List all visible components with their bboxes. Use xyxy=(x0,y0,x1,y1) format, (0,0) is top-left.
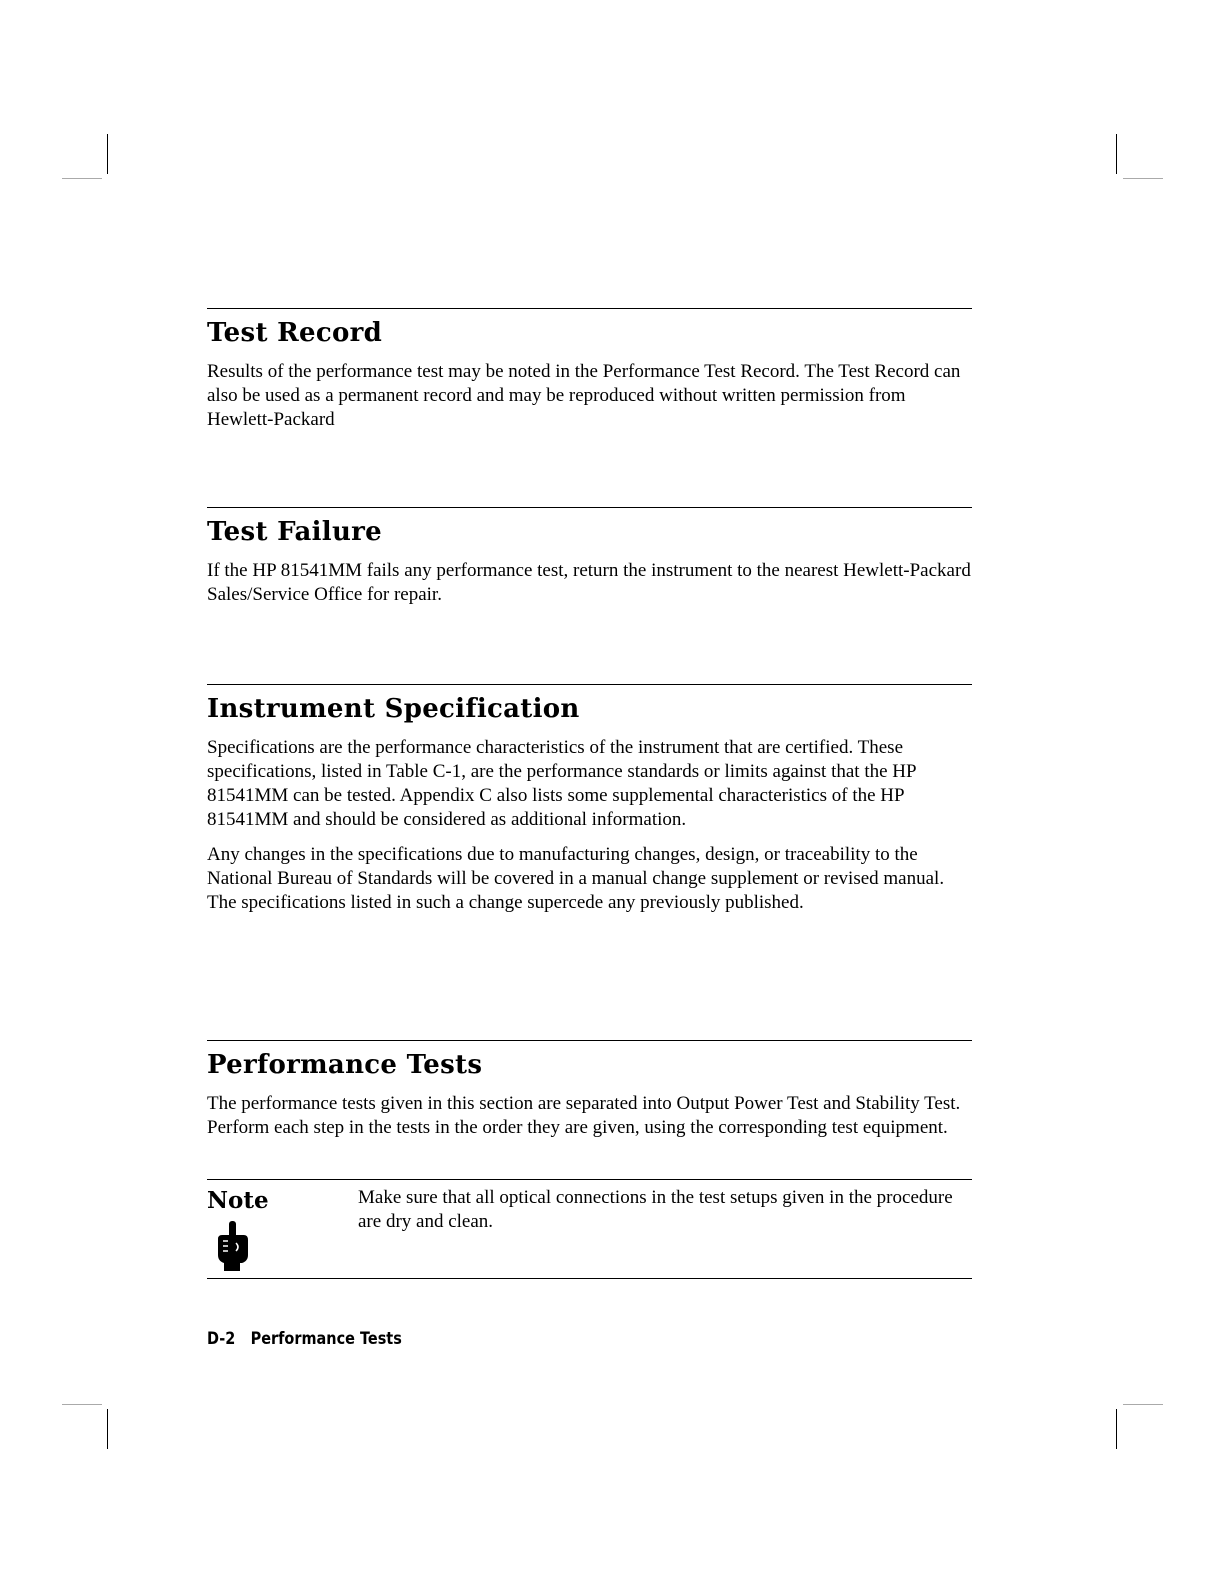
section-paragraph: If the HP 81541MM fails any performance test, return the instrument to the nearest Hewlett-Packard Sales/Service Office for repair. xyxy=(207,560,971,605)
section-instrument-specification xyxy=(207,684,972,915)
crop-mark-top-right xyxy=(1116,134,1117,174)
note-label: Note xyxy=(207,1187,269,1214)
crop-mark-bottom-left xyxy=(107,1409,108,1449)
crop-mark-top-right-h xyxy=(1123,178,1163,179)
note-bottom-rule xyxy=(207,1278,972,1279)
section-paragraph: The performance tests given in this section are separated into Output Power Test and Stability Test. Perform each step in the tests in the order they are given, using the corresponding test equipment. xyxy=(207,1093,961,1138)
section-paragraph: Specifications are the performance characteristics of the instrument that are certified. These specifications, listed in Table C-1, are the performance standards or limits against that the HP 81541MM can be tested. Appendix C also lists some supplemental characteristics of the HP 81541MM and should be considered as additional information. xyxy=(207,737,916,830)
section-rule xyxy=(207,507,972,508)
section-paragraph: Results of the performance test may be noted in the Performance Test Record. The Test Record can also be used as a permanent record and may be reproduced without written permission from Hewlett-Packard xyxy=(207,361,961,430)
crop-mark-bottom-right-h xyxy=(1123,1404,1163,1405)
crop-mark-top-left-h xyxy=(62,178,102,179)
section-paragraph: Any changes in the specifications due to manufacturing changes, design, or traceability to the National Bureau of Standards will be covered in a manual change supplement or revised manual. The specifications listed in such a change supercede any previously published. xyxy=(207,844,945,913)
page-footer xyxy=(207,1329,402,1349)
section-heading: Performance Tests xyxy=(207,1050,483,1080)
crop-mark-top-left xyxy=(107,134,108,174)
section-rule xyxy=(207,308,972,309)
section-heading: Test Failure xyxy=(207,517,382,547)
chapter-title: Performance Tests xyxy=(250,1329,402,1349)
section-heading: Test Record xyxy=(207,318,383,348)
section-rule xyxy=(207,1040,972,1041)
note-top-rule xyxy=(207,1179,972,1180)
section-test-record xyxy=(207,308,972,432)
note-box xyxy=(207,1179,972,1279)
crop-mark-bottom-left-h xyxy=(62,1404,102,1405)
section-performance-tests xyxy=(207,1040,972,1140)
crop-mark-bottom-right xyxy=(1116,1409,1117,1449)
section-heading: Instrument Specification xyxy=(207,694,580,724)
note-text: Make sure that all optical connections in the test setups given in the procedure are dry and clean. xyxy=(358,1187,953,1232)
page-number: D-2 xyxy=(207,1329,236,1349)
section-rule xyxy=(207,684,972,685)
section-test-failure xyxy=(207,507,972,607)
pointing-hand-icon xyxy=(214,1221,250,1271)
